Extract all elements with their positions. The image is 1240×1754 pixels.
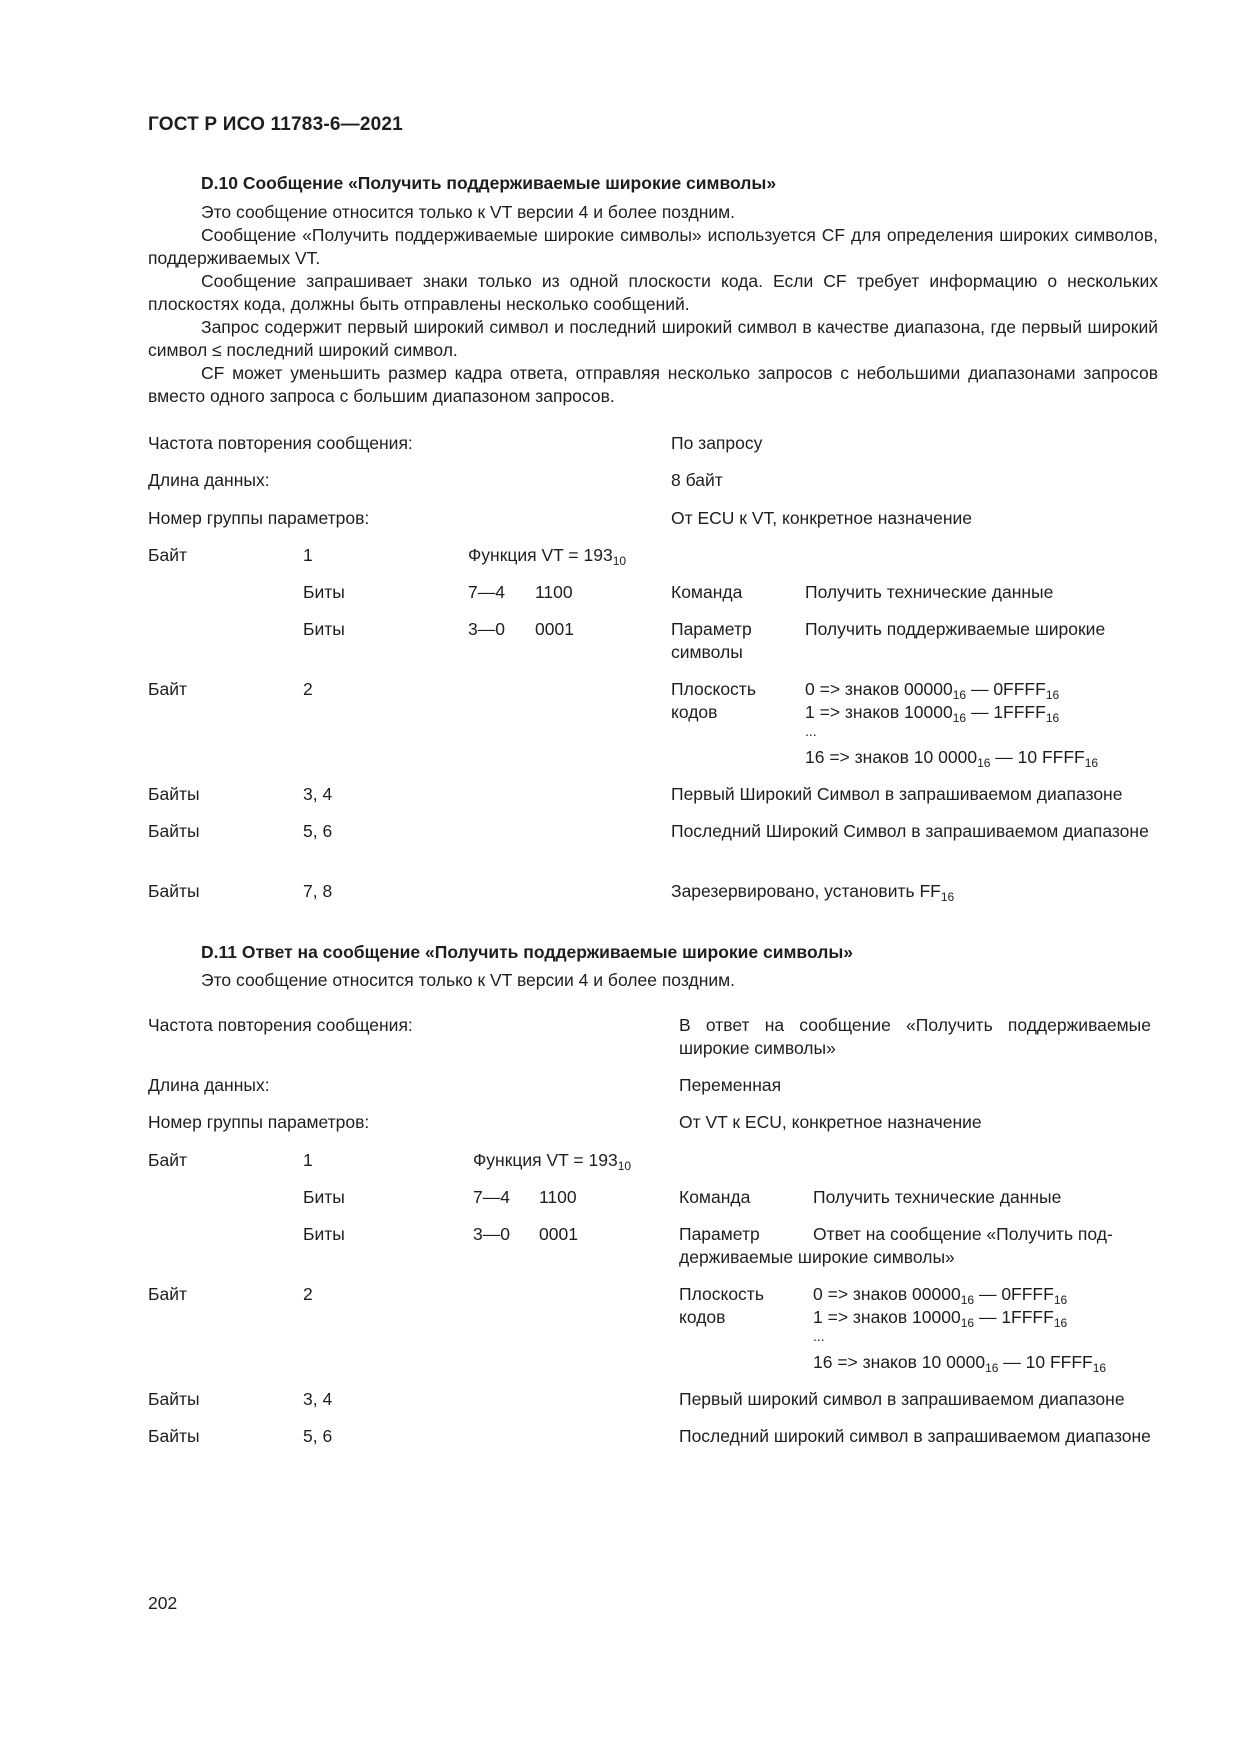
d10-bits-b-field-2: символы [671,642,743,662]
d10-bytes78-num: 7, 8 [303,881,333,901]
d10-bits-b-value: 0001 [535,619,574,639]
d10-byte1-label: Байт [148,545,188,565]
d10-paragraph-1: Это сообщение относится только к VT версии 4 и более поздним. [201,202,736,222]
d11-code-plane-0: 0 => знаков $00000_{16}$ — $0FFFF_{16}$ [813,1284,1068,1307]
d11-bytes34-label: Байты [148,1389,200,1409]
d10-length-label: Длина данных: [148,470,270,490]
d11-byte2-num: 2 [303,1284,313,1304]
section-d11-title: D.11 Ответ на сообщение «Получить поддерживаемые широкие символы» [201,942,854,962]
d10-code-plane-ellipsis: ... [805,723,817,739]
d11-byte2-field-1: Плоскость [679,1284,764,1304]
d11-bits-b-value: 0001 [539,1224,578,1244]
d10-length-value: 8 байт [671,470,723,490]
d10-paragraph-3: Сообщение запрашивает знаки только из одной плоскости кода. Если CF требует информацию о нескольких плоскостях кода, должны быть отправлены несколько сообщений. [148,271,1158,314]
d10-byte2-num: 2 [303,679,313,699]
d10-pgn-label: Номер группы параметров: [148,508,370,528]
d10-bits-b-label: Биты [303,619,345,639]
d11-length-label: Длина данных: [148,1075,270,1095]
d11-byte1-label: Байт [148,1150,188,1170]
d11-bits-a-label: Биты [303,1187,345,1207]
d10-byte1-function: Функция VT = $193_{10}$ [468,545,627,568]
d10-code-plane-0: 0 => знаков $00000_{16}$ — $0FFFF_{16}$ [805,679,1060,702]
d11-bytes56-desc: Последний широкий символ в запрашиваемом диапазоне [679,1426,1151,1446]
d10-bits-a-label: Биты [303,582,345,602]
d10-bytes78-label: Байты [148,881,200,901]
d11-bits-b-desc-1: Ответ на сообщение «Получить под- [813,1224,1113,1244]
d10-bits-a-range: 7—4 [468,582,505,602]
d10-bytes78-desc: Зарезервировано, установить $FF_{16}$ [671,881,955,904]
d11-bits-b-field-1: Параметр [679,1224,760,1244]
d10-bits-a-desc: Получить технические данные [805,582,1054,602]
d11-bits-a-desc: Получить технические данные [813,1187,1062,1207]
d11-code-plane-ellipsis: ... [813,1328,825,1344]
d10-bytes34-label: Байты [148,784,200,804]
d11-bytes34-num: 3, 4 [303,1389,333,1409]
d11-pgn-label: Номер группы параметров: [148,1112,370,1132]
d10-bits-a-value: 1100 [535,582,573,602]
d10-bytes34-desc: Первый Широкий Символ в запрашиваемом диапазоне [671,784,1123,804]
d10-bytes34-num: 3, 4 [303,784,333,804]
d10-bits-a-field: Команда [671,582,743,602]
d11-bits-b-label: Биты [303,1224,345,1244]
d11-bytes56-num: 5, 6 [303,1426,333,1446]
d11-length-value: Переменная [679,1075,782,1095]
d11-bits-a-value: 1100 [539,1187,577,1207]
d10-byte1-num: 1 [303,545,313,565]
d11-bits-a-field: Команда [679,1187,751,1207]
d10-bits-b-field-1: Параметр [671,619,752,639]
d10-byte2-field-1: Плоскость [671,679,756,699]
d11-byte2-field-2: кодов [679,1307,726,1327]
d10-byte2-field-2: кодов [671,702,718,722]
d11-paragraph: Это сообщение относится только к VT версии 4 и более поздним. [201,970,736,990]
d10-paragraph-4: Запрос содержит первый широкий символ и последний широкий символ в качестве диапазона, где первый широкий символ ≤ последний широкий символ. [148,317,1158,360]
d10-bytes56-label: Байты [148,821,200,841]
page-number: 202 [148,1593,178,1613]
d11-bits-a-range: 7—4 [473,1187,510,1207]
d10-rate-label: Частота повторения сообщения: [148,433,413,453]
d10-rate-value: По запросу [671,433,763,453]
d11-byte1-function: Функция VT = $193_{10}$ [473,1150,632,1173]
d11-bits-b-range: 3—0 [473,1224,510,1244]
section-d10-title: D.10 Сообщение «Получить поддерживаемые широкие символы» [201,173,777,193]
d10-code-plane-16: 16 => знаков 10 $0000_{16}$ — 10 $FFFF_{16}$ [805,747,1099,770]
d10-bits-b-desc: Получить поддерживаемые широкие [805,619,1106,639]
d11-rate-label: Частота повторения сообщения: [148,1015,413,1035]
d11-rate-value: В ответ на сообщение «Получить поддерживаемые широкие символы» [679,1015,1151,1058]
d11-byte2-label: Байт [148,1284,188,1304]
d10-byte2-label: Байт [148,679,188,699]
d11-code-plane-16: 16 => знаков 10 $0000_{16}$ — 10 $FFFF_{16}$ [813,1352,1107,1375]
d11-bits-b-desc-2: держиваемые широкие символы» [679,1247,955,1267]
d10-pgn-value: От ECU к VT, конкретное назначение [671,508,973,528]
d10-paragraph-5: CF может уменьшить размер кадра ответа, отправляя несколько запросов с небольшими диапазонами запросов вместо одного запроса с большим диапазоном запросов. [148,363,1158,406]
d10-code-plane-1: 1 => знаков $10000_{16}$ — $1FFFF_{16}$ [805,702,1060,725]
d11-byte1-num: 1 [303,1150,313,1170]
d11-pgn-value: От VT к ECU, конкретное назначение [679,1112,982,1132]
d10-bits-b-range: 3—0 [468,619,505,639]
d10-bytes56-num: 5, 6 [303,821,333,841]
document-header: ГОСТ Р ИСО 11783-6—2021 [148,114,403,135]
d10-paragraph-2: Сообщение «Получить поддерживаемые широкие символы» используется CF для определения широких символов, поддерживаемых VT. [148,225,1158,268]
d11-code-plane-1: 1 => знаков $10000_{16}$ — $1FFFF_{16}$ [813,1307,1068,1330]
d10-bytes56-desc: Последний Широкий Символ в запрашиваемом диапазоне [671,821,1149,841]
d11-bytes34-desc: Первый широкий символ в запрашиваемом диапазоне [679,1389,1125,1409]
d11-bytes56-label: Байты [148,1426,200,1446]
